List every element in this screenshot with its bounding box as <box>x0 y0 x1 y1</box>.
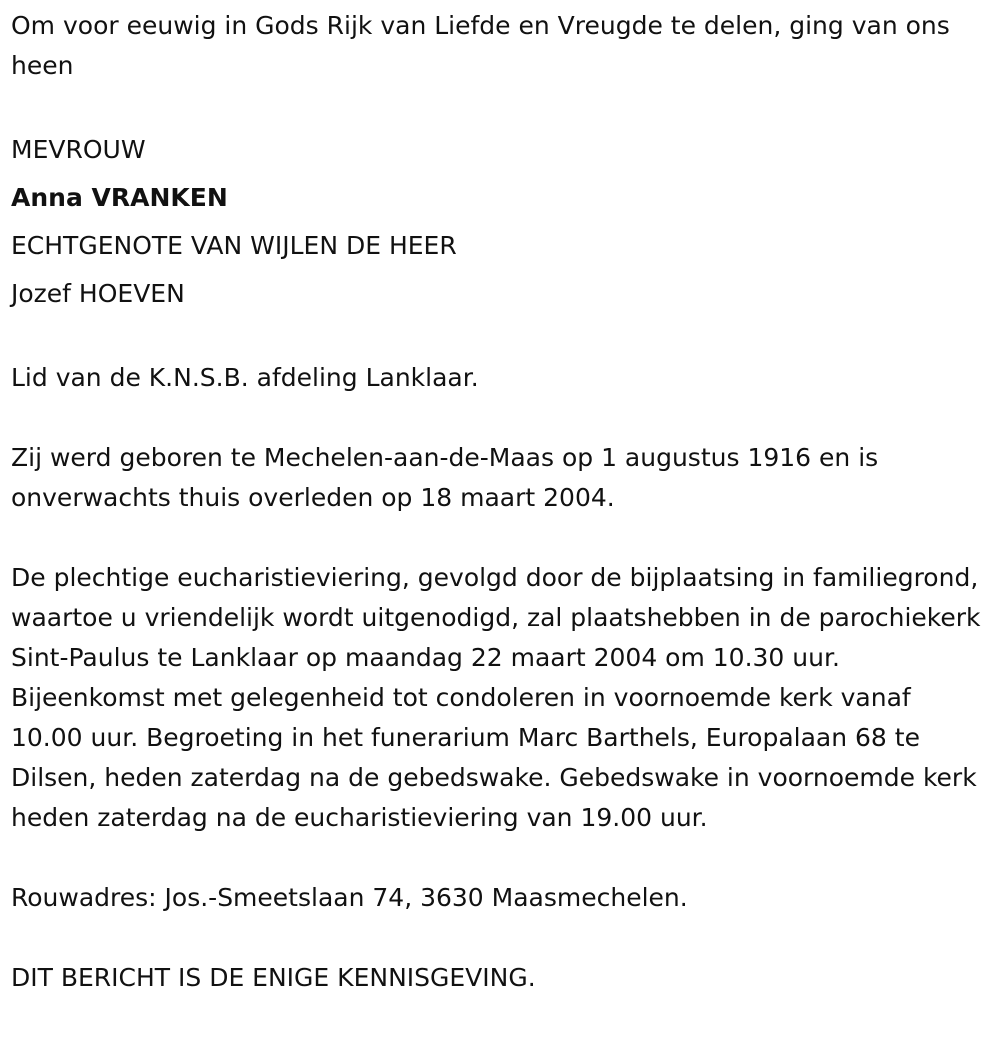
closing-text: DIT BERICHT IS DE ENIGE KENNISGEVING. <box>11 963 536 992</box>
membership-text: Lid van de K.N.S.B. afdeling Lanklaar. <box>11 363 479 392</box>
title-line: MEVROUW <box>11 135 146 164</box>
birth-death-text: Zij werd geboren te Mechelen-aan-de-Maas op 1 augustus 1916 en is onverwachts thuis overleden op 18 maart 2004. <box>11 443 879 512</box>
spouse-label: ECHTGENOTE VAN WIJLEN DE HEER <box>11 231 457 260</box>
obituary-notice <box>11 6 986 998</box>
intro-text: Om voor eeuwig in Gods Rijk van Liefde en Vreugde te delen, ging van ons heen <box>11 11 950 80</box>
deceased-name: Anna VRANKEN <box>11 183 228 212</box>
ceremony-text: De plechtige eucharistieviering, gevolgd door de bijplaatsing in familiegrond, waartoe u vriendelijk wordt uitgenodigd, zal plaatshebben in de parochiekerk Sint-Paulus te Lanklaar op maandag 22 maart 2004 om 10.30 uur. Bijeenkomst met gelegenheid tot condoleren in voornoemde kerk vanaf 10.00 uur. Begroeting in het funerarium Marc Barthels, Europalaan 68 te Dilsen, heden zaterdag na de gebedswake. Gebedswake in voornoemde kerk heden zaterdag na de eucharistieviering van 19.00 uur. <box>11 563 981 832</box>
address-text: Rouwadres: Jos.-Smeetslaan 74, 3630 Maasmechelen. <box>11 883 688 912</box>
deceased-block <box>11 126 986 318</box>
spouse-name: Jozef HOEVEN <box>11 279 185 308</box>
